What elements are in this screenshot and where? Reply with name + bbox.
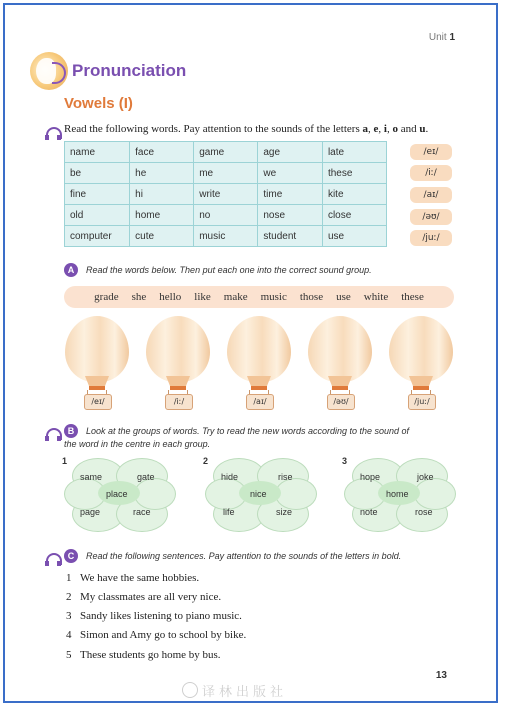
group-word: hide	[221, 472, 239, 482]
part-a-instruction: Read the words below. Then put each one into the correct sound group.	[86, 265, 372, 275]
table-cell: these	[322, 163, 386, 184]
hot-air-balloon-icon	[389, 316, 453, 412]
group-word: joke	[417, 472, 434, 482]
word-bank-item: use	[336, 291, 351, 303]
table-cell: name	[65, 142, 130, 163]
table-cell: we	[258, 163, 323, 184]
table-cell: me	[194, 163, 258, 184]
table-cell: time	[258, 184, 323, 205]
part-c-badge: C	[64, 549, 78, 563]
word-bank-item: like	[194, 291, 211, 303]
headphones-icon[interactable]	[44, 127, 62, 141]
word-flower-group	[344, 456, 454, 532]
sentence-item	[66, 572, 199, 584]
sentence-number: 1	[66, 572, 72, 584]
group-number: 3	[342, 456, 348, 466]
balloon-basket-label: /juː/	[408, 394, 436, 410]
table-cell: student	[258, 226, 323, 247]
table-cell: music	[194, 226, 258, 247]
table-cell: face	[130, 142, 194, 163]
table-cell: use	[322, 226, 386, 247]
sentence-number: 3	[66, 610, 72, 622]
group-word: race	[133, 507, 151, 517]
part-c-instruction: Read the following sentences. Pay attention to the sounds of the letters in bold.	[86, 551, 402, 561]
phonetic-symbol: /eɪ/	[410, 144, 452, 160]
page-title: Pronunciation	[72, 61, 187, 80]
hot-air-balloon-icon	[308, 316, 372, 412]
table-cell: fine	[65, 184, 130, 205]
hot-air-balloon-icon	[227, 316, 291, 412]
sentence-item	[66, 649, 221, 661]
table-cell: age	[258, 142, 323, 163]
table-row	[65, 226, 387, 247]
headphones-icon[interactable]	[44, 428, 62, 442]
group-center-word: place	[106, 489, 128, 499]
speaking-head-icon	[30, 52, 68, 90]
section-subtitle: Vowels (I)	[64, 95, 133, 112]
sentence-text: Simon and Amy go to school by bike.	[80, 629, 247, 641]
word-bank-item: those	[299, 291, 324, 303]
phonetic-symbol: /juː/	[410, 230, 452, 246]
group-word: gate	[137, 472, 155, 482]
phonetic-symbol: /aɪ/	[410, 187, 452, 203]
hot-air-balloon-icon	[146, 316, 210, 412]
publisher-logo-icon	[182, 682, 198, 698]
phonetic-symbol: /iː/	[410, 165, 452, 181]
intro-instruction: Read the following words. Pay attention to the sounds of the letters a, e, i, o and u.	[64, 123, 429, 135]
sentence-item	[66, 610, 242, 622]
group-center-word: nice	[250, 489, 267, 499]
word-flower-group	[205, 456, 315, 532]
word-bank-item: hello	[159, 291, 182, 303]
table-row	[65, 142, 387, 163]
headphones-icon[interactable]	[44, 553, 62, 567]
group-word: same	[80, 472, 103, 482]
sentence-item	[66, 629, 246, 641]
sentence-number: 5	[66, 649, 72, 661]
phonetic-symbol: /əʊ/	[410, 209, 452, 225]
part-a-badge: A	[64, 263, 78, 277]
sentence-item	[66, 591, 221, 603]
word-bank-item: she	[131, 291, 147, 303]
group-word: hope	[360, 472, 381, 482]
word-bank-item: these	[401, 291, 424, 303]
group-word: size	[276, 507, 293, 517]
sentence-number: 2	[66, 591, 72, 603]
word-bank-item: grade	[94, 291, 119, 303]
table-cell: close	[322, 205, 386, 226]
group-word: note	[360, 507, 378, 517]
part-b-instruction-line1: Look at the groups of words. Try to read the new words according to the sound of	[86, 426, 410, 436]
page-number: 13	[435, 670, 447, 681]
table-cell: nose	[258, 205, 323, 226]
publisher-name: 译林出版社	[202, 685, 288, 700]
sentence-text: My classmates are all very nice.	[80, 591, 222, 603]
balloon-basket-label: /eɪ/	[84, 394, 112, 410]
hot-air-balloon-icon	[65, 316, 129, 412]
table-cell: be	[65, 163, 130, 184]
word-bank	[64, 286, 454, 308]
group-center-word: home	[386, 489, 409, 499]
sentence-text: Sandy likes listening to piano music.	[80, 610, 242, 622]
table-cell: old	[65, 205, 130, 226]
table-row	[65, 205, 387, 226]
sentence-text: These students go home by bus.	[80, 649, 221, 661]
table-cell: he	[130, 163, 194, 184]
table-cell: late	[322, 142, 386, 163]
balloon-basket-label: /iː/	[165, 394, 193, 410]
sentence-number: 4	[66, 629, 72, 641]
table-cell: no	[194, 205, 258, 226]
table-row	[65, 163, 387, 184]
word-flower-group	[64, 456, 174, 532]
sentence-text: We have the same hobbies.	[80, 572, 200, 584]
table-cell: kite	[322, 184, 386, 205]
group-word: page	[80, 507, 101, 517]
group-word: rise	[278, 472, 293, 482]
word-bank-item: music	[260, 291, 287, 303]
table-cell: game	[194, 142, 258, 163]
balloon-basket-label: /aɪ/	[246, 394, 274, 410]
table-row	[65, 184, 387, 205]
table-cell: computer	[65, 226, 130, 247]
group-word: rose	[415, 507, 433, 517]
part-b-instruction-line2: the word in the centre in each group.	[64, 439, 211, 449]
table-cell: hi	[130, 184, 194, 205]
balloon-basket-label: /əʊ/	[327, 394, 355, 410]
part-b-badge: B	[64, 424, 78, 438]
word-bank-item: white	[363, 291, 389, 303]
word-bank-item: make	[223, 291, 248, 303]
table-cell: home	[130, 205, 194, 226]
vowel-word-table	[64, 141, 387, 247]
group-number: 1	[62, 456, 68, 466]
group-word: life	[223, 507, 235, 517]
table-cell: cute	[130, 226, 194, 247]
group-number: 2	[203, 456, 209, 466]
table-cell: write	[194, 184, 258, 205]
unit-label: Unit 1	[428, 32, 455, 43]
